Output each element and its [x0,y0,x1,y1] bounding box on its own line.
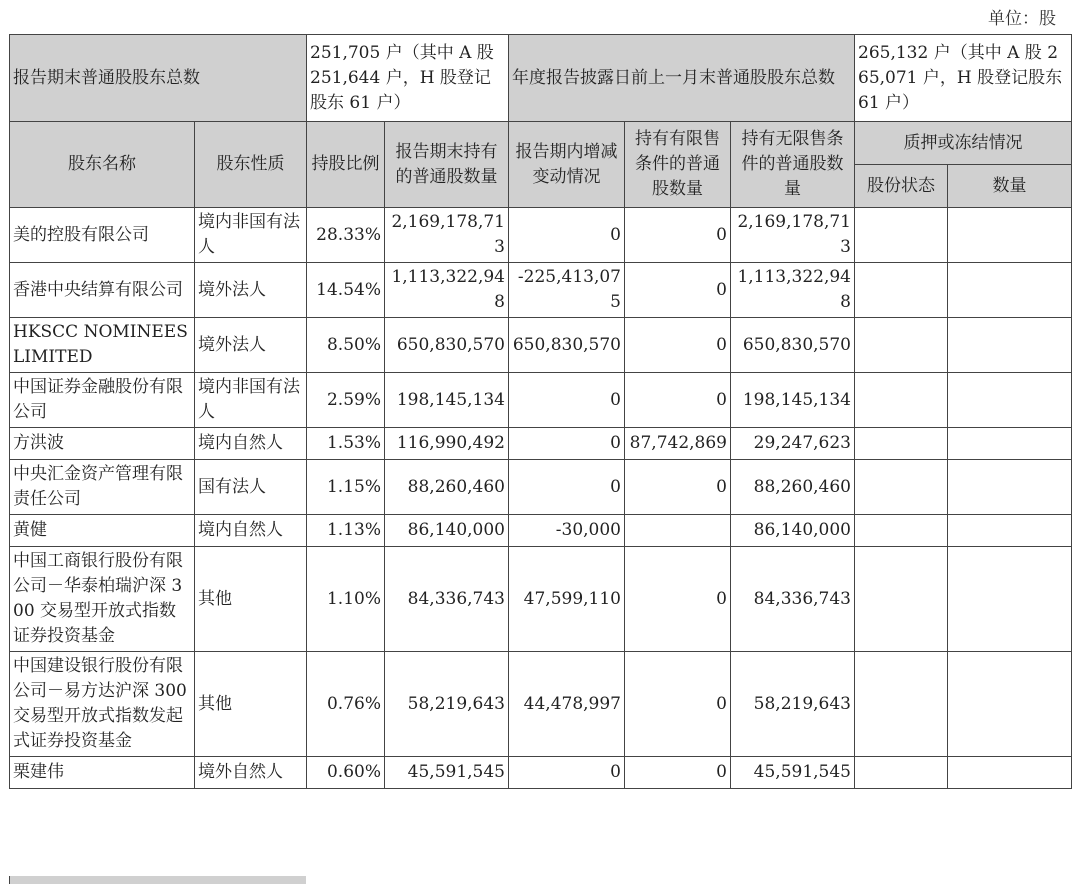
restricted-shares: 0 [625,652,731,757]
restricted-shares: 0 [625,460,731,515]
holding-ratio: 1.53% [307,428,385,460]
col-header-nature: 股东性质 [195,122,307,208]
pledge-status [855,547,948,652]
shares-change: 650,830,570 [509,318,625,373]
shares-change: 0 [509,460,625,515]
shares-held: 650,830,570 [385,318,509,373]
shareholder-name: HKSCC NOMINEES LIMITED [10,318,195,373]
shareholder-name: 中国证券金融股份有限公司 [10,373,195,428]
unrestricted-shares: 650,830,570 [731,318,855,373]
shareholder-nature: 境内自然人 [195,515,307,547]
shares-change: 0 [509,757,625,789]
shareholder-name: 中国工商银行股份有限公司－华泰柏瑞沪深 300 交易型开放式指数证券投资基金 [10,547,195,652]
unrestricted-shares: 2,169,178,713 [731,208,855,263]
pledge-quantity [948,460,1072,515]
restricted-shares: 87,742,869 [625,428,731,460]
shareholder-table [9,34,1072,789]
shareholder-name: 香港中央结算有限公司 [10,263,195,318]
shares-change: 47,599,110 [509,547,625,652]
holding-ratio: 0.60% [307,757,385,789]
pledge-status [855,263,948,318]
unrestricted-shares: 84,336,743 [731,547,855,652]
end-period-holders-label: 报告期末普通股股东总数 [10,35,307,122]
shareholder-nature: 国有法人 [195,460,307,515]
unrestricted-shares: 1,113,322,948 [731,263,855,318]
holding-ratio: 28.33% [307,208,385,263]
shares-held: 84,336,743 [385,547,509,652]
pledge-status [855,318,948,373]
col-header-name: 股东名称 [10,122,195,208]
col-header-pledge-status: 股份状态 [855,165,948,208]
shares-held: 2,169,178,713 [385,208,509,263]
pledge-quantity [948,208,1072,263]
table-row [10,757,1072,789]
shareholder-nature: 境内非国有法人 [195,208,307,263]
pledge-quantity [948,652,1072,757]
shares-held: 45,591,545 [385,757,509,789]
table-row [10,428,1072,460]
table-row [10,208,1072,263]
pledge-quantity [948,373,1072,428]
restricted-shares: 0 [625,208,731,263]
unrestricted-shares: 88,260,460 [731,460,855,515]
holding-ratio: 14.54% [307,263,385,318]
pledge-quantity [948,318,1072,373]
restricted-shares: 0 [625,318,731,373]
shares-held: 1,113,322,948 [385,263,509,318]
pledge-quantity [948,757,1072,789]
shares-change: 0 [509,208,625,263]
shares-held: 116,990,492 [385,428,509,460]
restricted-shares: 0 [625,757,731,789]
col-header-change: 报告期内增减变动情况 [509,122,625,208]
col-header-ratio: 持股比例 [307,122,385,208]
shareholder-name: 中央汇金资产管理有限责任公司 [10,460,195,515]
holding-ratio: 8.50% [307,318,385,373]
pledge-quantity [948,515,1072,547]
header-row-1 [10,122,1072,165]
holding-ratio: 1.13% [307,515,385,547]
shares-change: 0 [509,373,625,428]
pledge-status [855,373,948,428]
shares-held: 198,145,134 [385,373,509,428]
col-header-pledge: 质押或冻结情况 [855,122,1072,165]
unrestricted-shares: 29,247,623 [731,428,855,460]
shares-change: 0 [509,428,625,460]
pledge-quantity [948,547,1072,652]
shareholder-nature: 其他 [195,547,307,652]
shareholder-nature: 境外自然人 [195,757,307,789]
pledge-quantity [948,428,1072,460]
shareholder-name: 栗建伟 [10,757,195,789]
table-continuation-edge [9,876,306,884]
holding-ratio: 2.59% [307,373,385,428]
pledge-quantity [948,263,1072,318]
col-header-held: 报告期末持有的普通股数量 [385,122,509,208]
holding-ratio: 0.76% [307,652,385,757]
unrestricted-shares: 58,219,643 [731,652,855,757]
table-row [10,373,1072,428]
shareholder-nature: 境内自然人 [195,428,307,460]
holding-ratio: 1.15% [307,460,385,515]
summary-row [10,35,1072,122]
prev-month-holders-label: 年度报告披露日前上一月末普通股股东总数 [509,35,855,122]
table-row [10,318,1072,373]
shareholder-nature: 境内非国有法人 [195,373,307,428]
shares-held: 86,140,000 [385,515,509,547]
restricted-shares: 0 [625,263,731,318]
pledge-status [855,757,948,789]
pledge-status [855,428,948,460]
shareholder-nature: 其他 [195,652,307,757]
unrestricted-shares: 198,145,134 [731,373,855,428]
pledge-status [855,515,948,547]
restricted-shares [625,515,731,547]
col-header-restricted: 持有有限售条件的普通股数量 [625,122,731,208]
pledge-status [855,652,948,757]
end-period-holders-value: 251,705 户（其中 A 股 251,644 户，H 股登记股东 61 户） [307,35,509,122]
unit-label: 单位：股 [988,9,1056,29]
table-row [10,515,1072,547]
shareholder-nature: 境外法人 [195,318,307,373]
shares-held: 58,219,643 [385,652,509,757]
table-row [10,652,1072,757]
shares-change: 44,478,997 [509,652,625,757]
restricted-shares: 0 [625,547,731,652]
table-row [10,547,1072,652]
unrestricted-shares: 45,591,545 [731,757,855,789]
shareholder-name: 中国建设银行股份有限公司－易方达沪深 300 交易型开放式指数发起式证券投资基金 [10,652,195,757]
pledge-status [855,208,948,263]
col-header-unrestricted: 持有无限售条件的普通股数量 [731,122,855,208]
table-row [10,460,1072,515]
shares-change: -225,413,075 [509,263,625,318]
shareholder-nature: 境外法人 [195,263,307,318]
prev-month-holders-value: 265,132 户（其中 A 股 265,071 户，H 股登记股东 61 户） [855,35,1072,122]
shares-held: 88,260,460 [385,460,509,515]
shareholder-name: 黄健 [10,515,195,547]
holding-ratio: 1.10% [307,547,385,652]
col-header-pledge-qty: 数量 [948,165,1072,208]
shareholder-name: 方洪波 [10,428,195,460]
shareholder-name: 美的控股有限公司 [10,208,195,263]
pledge-status [855,460,948,515]
shares-change: -30,000 [509,515,625,547]
restricted-shares: 0 [625,373,731,428]
table-row [10,263,1072,318]
unrestricted-shares: 86,140,000 [731,515,855,547]
